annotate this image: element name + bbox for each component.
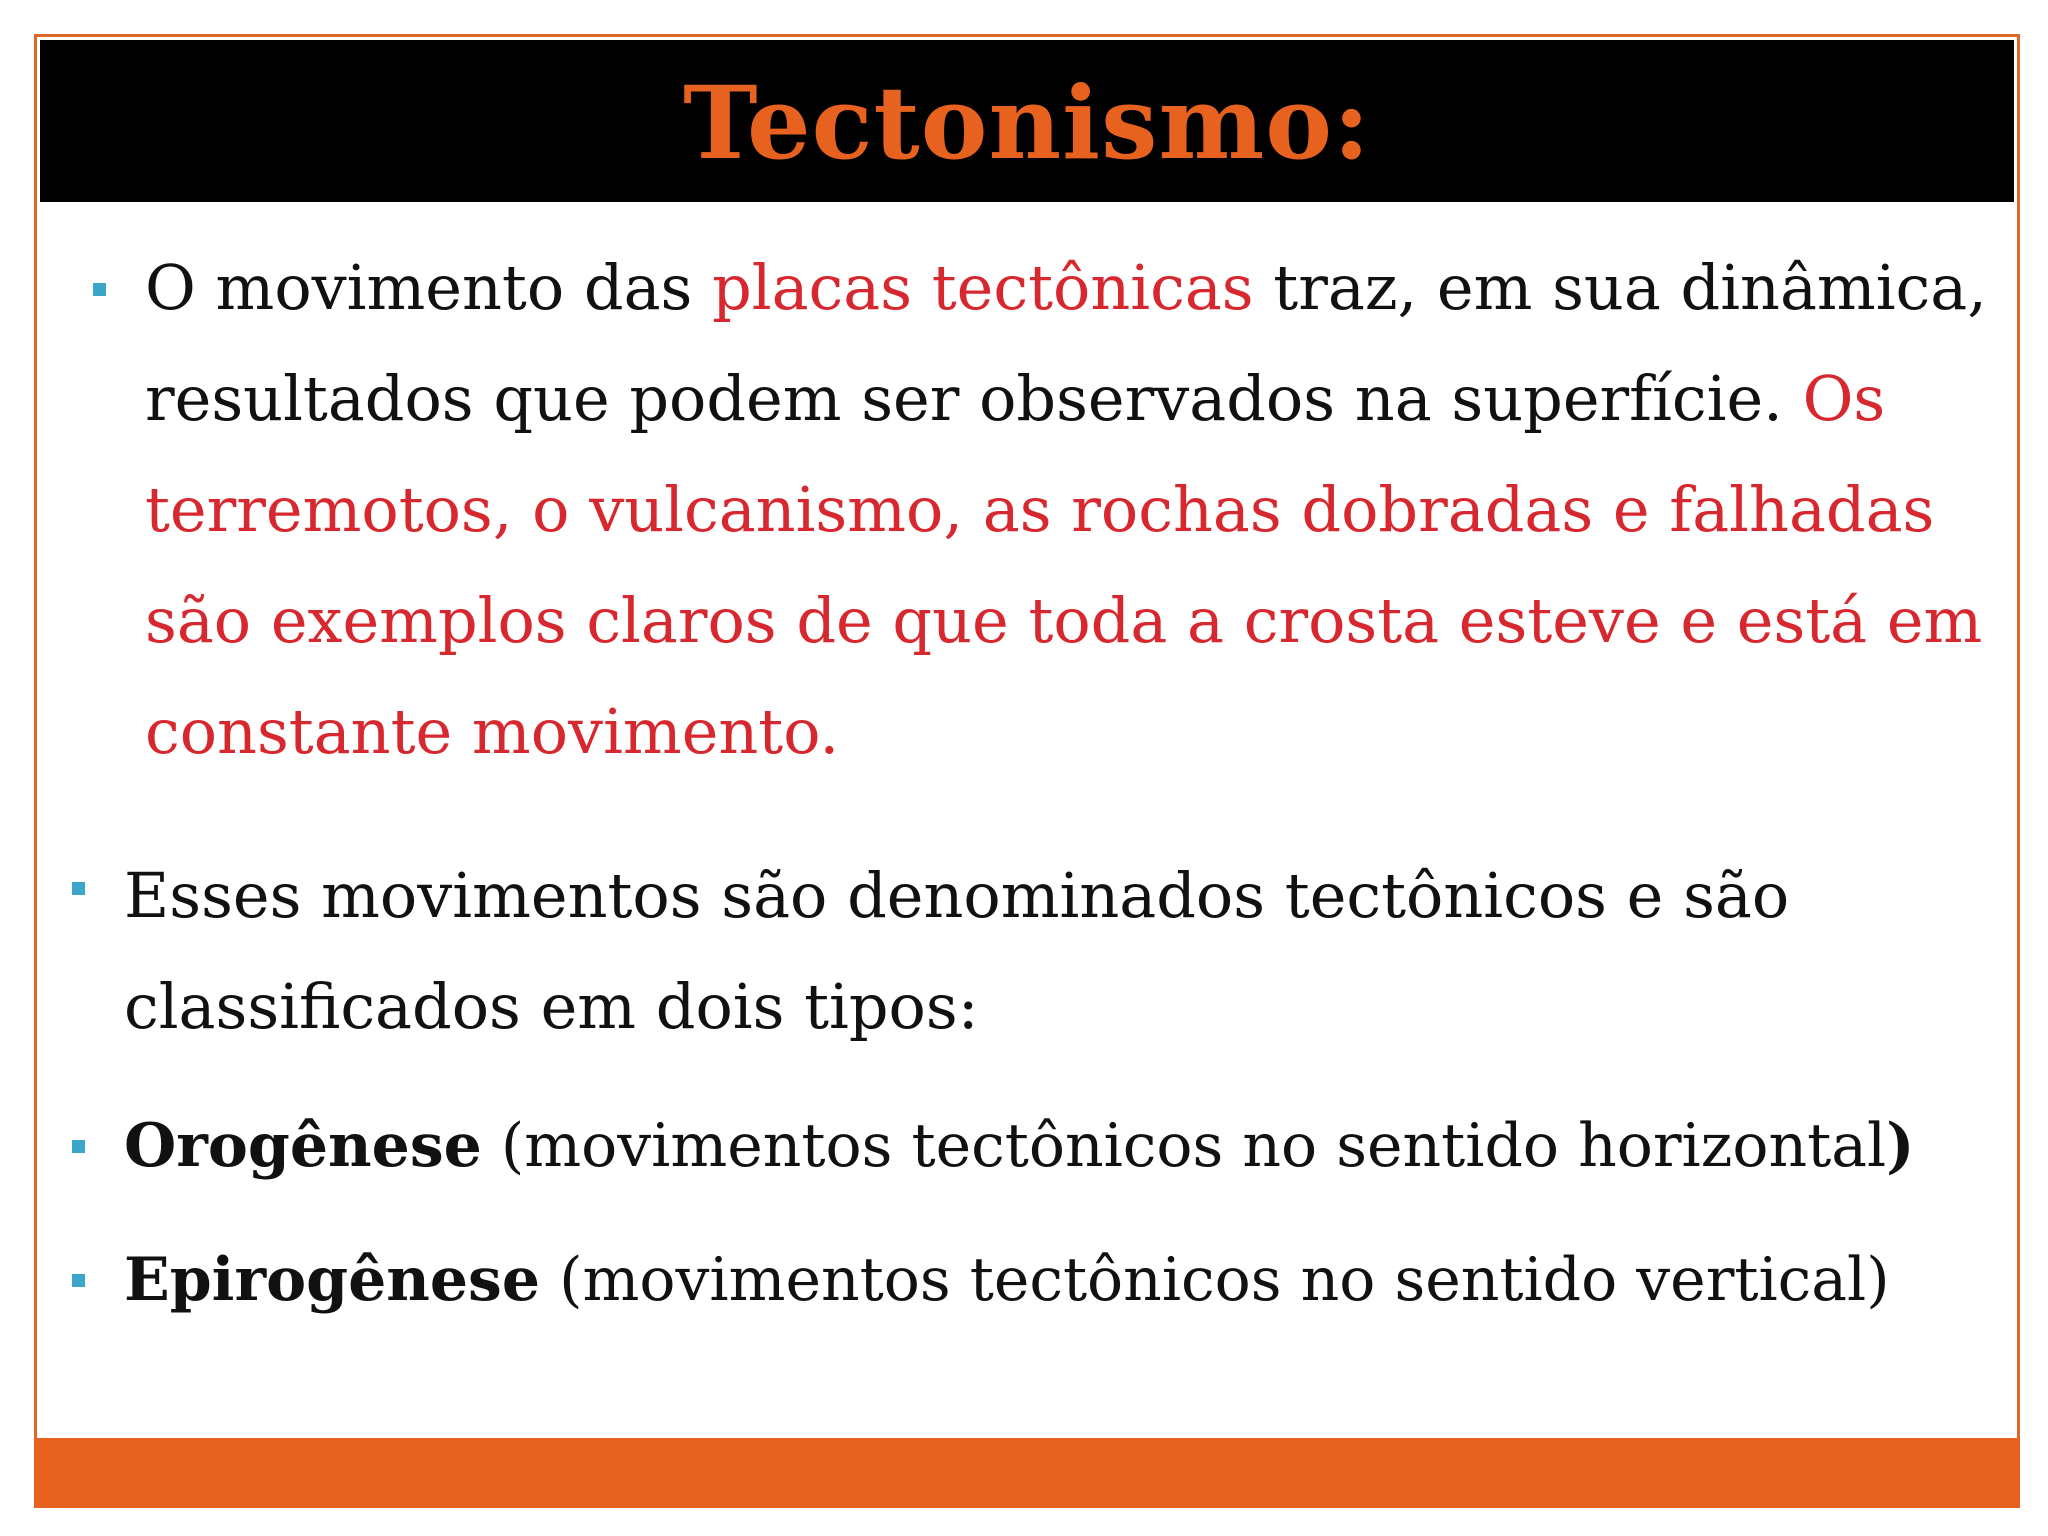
bullet-item-2	[124, 840, 1944, 1062]
bullet-1-part-3: traz, em sua dinâmica, resultados que podem ser observados na superfície.	[145, 251, 1987, 435]
bullet-1-part-2: placas tectônicas	[712, 251, 1254, 324]
epirogenese-description: (movimentos tectônicos no sentido vertical)	[540, 1245, 1890, 1315]
orogenese-term: Orogênese	[124, 1111, 482, 1181]
bullet-square-icon	[72, 882, 85, 895]
bullet-2-text: Esses movimentos são denominados tectônicos e são classificados em dois tipos:	[124, 859, 1790, 1043]
orogenese-description: (movimentos tectônicos no sentido horizontal	[481, 1111, 1887, 1181]
bullet-3-text	[124, 1106, 2004, 1186]
bullet-item-3	[124, 1106, 2004, 1186]
bullet-item-4	[124, 1240, 2004, 1320]
title-bar	[40, 40, 2014, 202]
bullet-square-icon	[72, 1140, 85, 1153]
bullet-4-text	[124, 1240, 2004, 1320]
epirogenese-term: Epirogênese	[124, 1245, 540, 1315]
bullet-item-1	[145, 232, 1995, 787]
bullet-1-text	[145, 232, 1995, 787]
bottom-accent-bar	[34, 1438, 2020, 1508]
slide-title: Tectonismo:	[683, 64, 1371, 182]
bullet-square-icon	[72, 1274, 85, 1287]
bullet-1-part-1: O movimento das	[145, 251, 713, 324]
orogenese-closing: )	[1886, 1111, 1915, 1181]
bullet-square-icon	[93, 283, 106, 296]
bullet-1-part-4: Os terremotos, o vulcanismo, as rochas dobradas e falhadas são exemplos claros de que toda a crosta esteve e está em constante movimento.	[145, 362, 1983, 768]
